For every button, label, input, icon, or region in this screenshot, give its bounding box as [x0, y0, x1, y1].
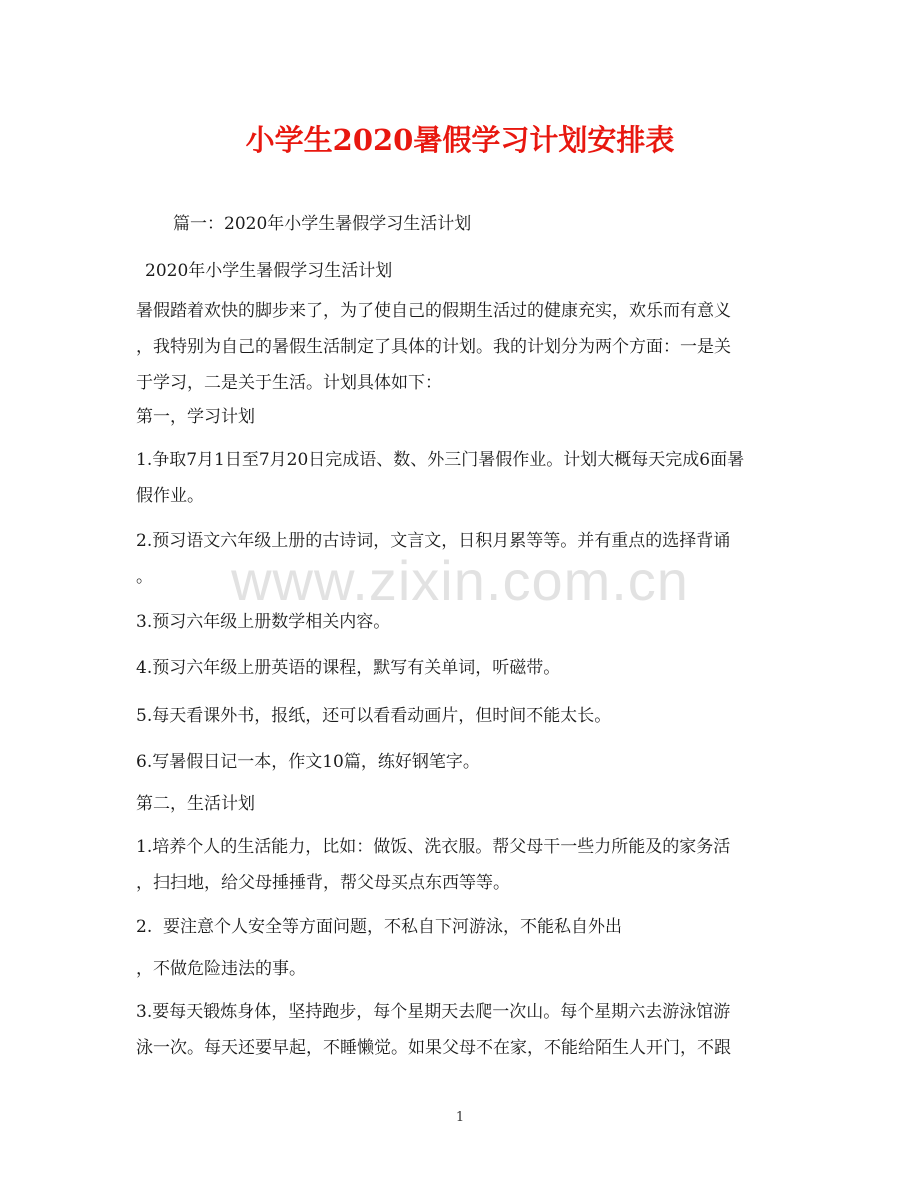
life-item-1-line-2: ，扫扫地，给父母捶捶背，帮父母买点东西等等。 [136, 873, 510, 893]
page-number: 1 [455, 1110, 465, 1125]
intro-line-3: 于学习，二是关于生活。计划具体如下： [136, 373, 442, 393]
study-item-1-line-2: 假作业。 [136, 486, 204, 506]
study-item-1-line-1: 1.争取7月1日至7月20日完成语、数、外三门暑假作业。计划大概每天完成6面暑 [136, 450, 745, 470]
study-item-2-line-2: 。 [136, 567, 153, 587]
life-item-3-line-1: 3.要每天锻炼身体，坚持跑步，每个星期天去爬一次山。每个星期六去游泳馆游 [136, 1002, 731, 1022]
study-item-3: 3.预习六年级上册数学相关内容。 [136, 612, 391, 632]
section-heading: 篇一：2020年小学生暑假学习生活计划 [173, 214, 472, 234]
study-item-5: 5.每天看课外书，报纸，还可以看看动画片，但时间不能太长。 [136, 706, 612, 726]
study-item-2-line-1: 2.预习语文六年级上册的古诗词，文言文，日积月累等等。并有重点的选择背诵 [136, 531, 731, 551]
study-heading: 第一，学习计划 [136, 407, 255, 427]
intro-line-2: ，我特别为自己的暑假生活制定了具体的计划。我的计划分为两个方面：一是关 [136, 337, 731, 357]
intro-line-1: 暑假踏着欢快的脚步来了，为了使自己的假期生活过的健康充实，欢乐而有意义 [136, 301, 731, 321]
watermark: www.zixin.com.cn [231, 549, 689, 612]
life-item-3-line-2: 泳一次。每天还要早起，不睡懒觉。如果父母不在家，不能给陌生人开门，不跟 [136, 1038, 731, 1058]
life-item-2-line-1: 2. 要注意个人安全等方面问题，不私自下河游泳，不能私自外出 [136, 917, 623, 937]
study-item-4: 4.预习六年级上册英语的课程，默写有关单词，听磁带。 [136, 658, 561, 678]
study-item-6: 6.写暑假日记一本，作文10篇，练好钢笔字。 [136, 752, 480, 772]
life-heading: 第二，生活计划 [136, 794, 255, 814]
sub-heading: 2020年小学生暑假学习生活计划 [145, 261, 393, 281]
document-title: 小学生2020暑假学习计划安排表 [245, 123, 675, 157]
life-item-2-line-2: ，不做危险违法的事。 [136, 959, 306, 979]
life-item-1-line-1: 1.培养个人的生活能力，比如：做饭、洗衣服。帮父母干一些力所能及的家务活 [136, 837, 731, 857]
